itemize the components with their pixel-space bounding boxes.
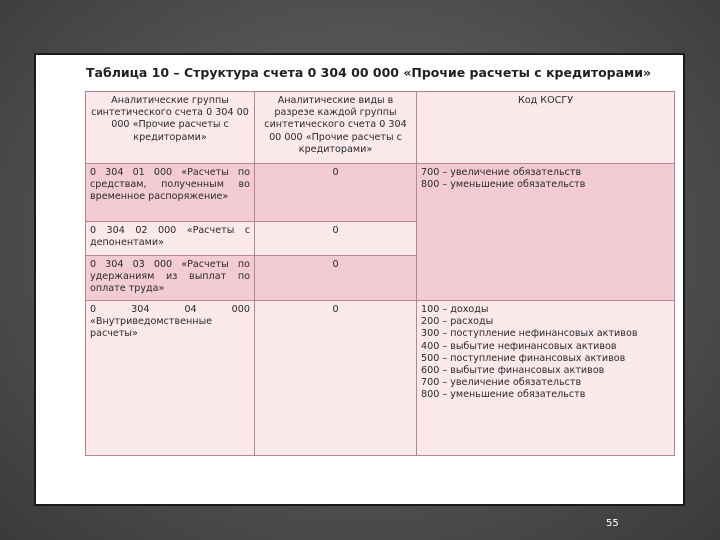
table-title: Таблица 10 – Структура счета 0 304 00 000 «Прочие расчеты с кредиторами» — [86, 65, 652, 80]
slide — [34, 53, 685, 506]
kosgu-line: 400 – выбытие нефинансовых активов — [421, 340, 617, 352]
accounts-table — [85, 91, 675, 456]
row-kind-cell: 0 — [255, 222, 417, 256]
row-group-cell: 0 304 02 000 «Расчеты с депонентами» — [86, 222, 255, 256]
kosgu-line: 700 – увеличение обязательств — [421, 377, 582, 389]
row-group-cell: 0 304 01 000 «Расчеты по средствам, полученным во временное распоряжение» — [86, 164, 255, 222]
row-kind-cell: 0 — [255, 301, 417, 456]
row-group-cell: 0 304 03 000 «Расчеты по удержаниям из выплат по оплате труда» — [86, 256, 255, 301]
header-groups: Аналитические группы синтетического счета 0 304 00 000 «Прочие расчеты с кредиторами» — [86, 92, 255, 164]
kosgu-line: 100 – доходы — [421, 304, 489, 315]
header-kosgu: Код КОСГУ — [417, 92, 675, 164]
row-group-cell: 0 304 04 000 «Внутриведомственные расчеты» — [86, 301, 255, 456]
table-row — [86, 164, 675, 222]
table-header-row — [86, 92, 675, 164]
kosgu-line: 600 – выбытие финансовых активов — [421, 365, 605, 377]
row-kind-cell: 0 — [255, 256, 417, 301]
kosgu-line: 800 – уменьшение обязательств — [421, 179, 586, 191]
row-kind-cell: 0 — [255, 164, 417, 222]
kosgu-line: 500 – поступление финансовых активов — [421, 352, 626, 364]
header-kinds: Аналитические виды в разрезе каждой группы синтетического счета 0 304 00 000 «Прочие расчеты с кредиторами» — [255, 92, 417, 164]
kosgu-line: 800 – уменьшение обязательств — [421, 389, 586, 401]
table-row — [86, 301, 675, 456]
kosgu-line: 700 – увеличение обязательств — [421, 167, 582, 178]
page-number: 55 — [606, 518, 619, 529]
kosgu-cell-2 — [417, 301, 675, 456]
kosgu-line: 300 – поступление нефинансовых активов — [421, 328, 638, 340]
kosgu-cell-1 — [417, 164, 675, 301]
kosgu-line: 200 – расходы — [421, 316, 494, 328]
